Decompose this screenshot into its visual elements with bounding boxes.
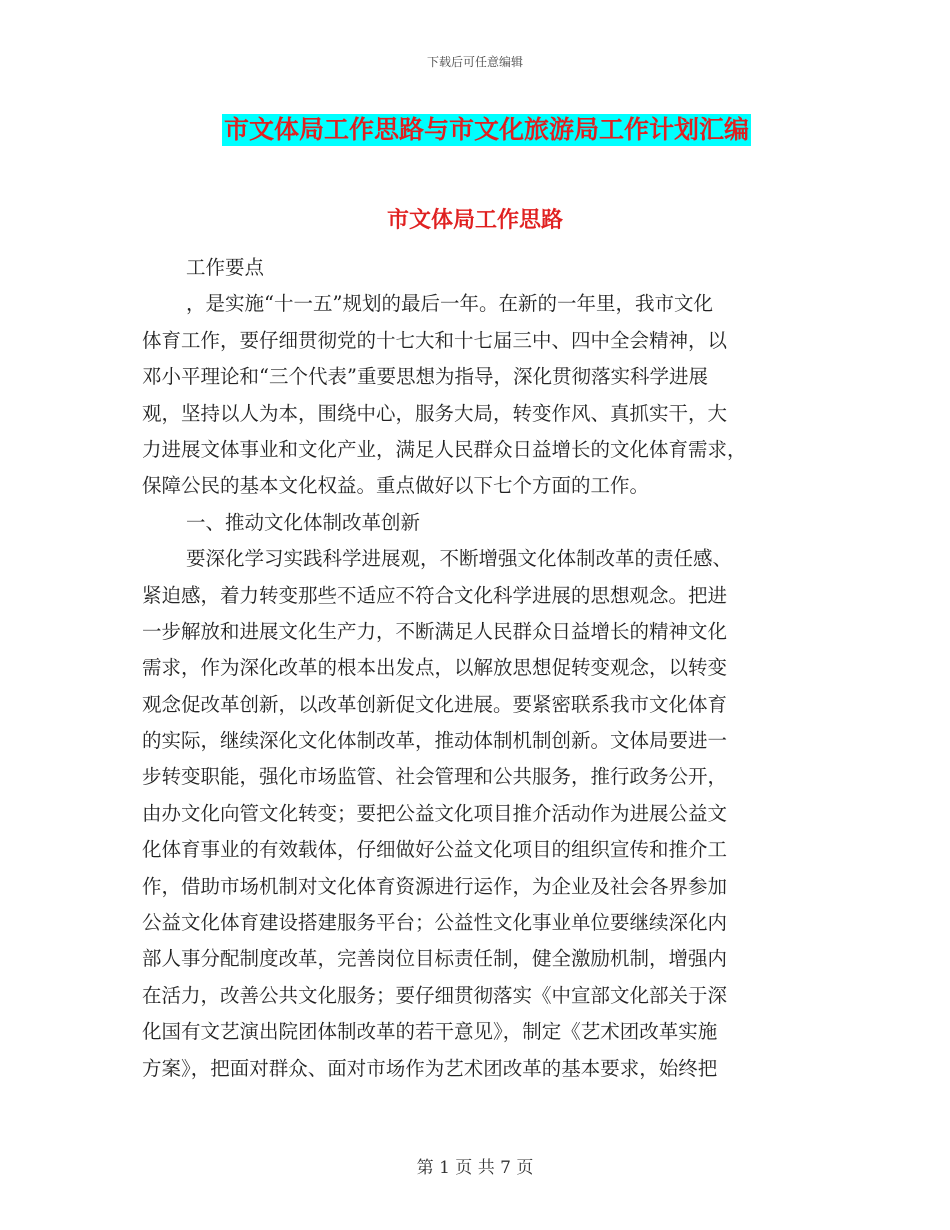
paragraph-line: 力进展文体事业和文化产业，满足人民群众日益增长的文化体育需求， xyxy=(142,437,747,461)
paragraph-line: 要深化学习实践科学进展观，不断增强文化体制改革的责任感、 xyxy=(186,547,733,571)
paragraph-line: 在活力，改善公共文化服务；要仔细贯彻落实《中宣部文化部关于深 xyxy=(142,983,728,1007)
paragraph-line: 紧迫感，着力转变那些不适应不符合文化科学进展的思想观念。把进 xyxy=(142,583,728,607)
paragraph-line: 一、推动文化体制改革创新 xyxy=(186,510,421,534)
paragraph-line: 作，借助市场机制对文化体育资源进行运作，为企业及社会各界参加 xyxy=(142,874,728,898)
paragraph-line: 观念促改革创新，以改革创新促文化进展。要紧密联系我市文化体育 xyxy=(142,692,728,716)
page-header-note: 下载后可任意编辑 xyxy=(426,55,523,69)
section-heading: 市文体局工作思路 xyxy=(386,207,563,233)
paragraph-line: 保障公民的基本文化权益。重点做好以下七个方面的工作。 xyxy=(142,474,650,498)
paragraph-line: 公益文化体育建设搭建服务平台；公益性文化事业单位要继续深化内 xyxy=(142,911,728,935)
paragraph-line: 观，坚持以人为本，围绕中心，服务大局，转变作风、真抓实干，大 xyxy=(142,401,728,425)
paragraph-line: 步转变职能，强化市场监管、社会管理和公共服务，推行政务公开， xyxy=(142,765,728,789)
paragraph-line: 需求，作为深化改革的根本出发点，以解放思想促转变观念，以转变 xyxy=(142,656,728,680)
paragraph-line: 一步解放和进展文化生产力，不断满足人民群众日益增长的精神文化 xyxy=(142,619,728,643)
paragraph-line: 邓小平理论和“三个代表”重要思想为指导，深化贯彻落实科学进展 xyxy=(142,365,708,389)
page-footer: 第 1 页 共 7 页 xyxy=(416,1158,534,1178)
body-text xyxy=(142,250,812,1087)
paragraph-line: 工作要点 xyxy=(186,256,265,279)
paragraph-line: 化体育事业的有效载体，仔细做好公益文化项目的组织宣传和推介工 xyxy=(142,838,728,862)
paragraph-line: ，是实施“十一五”规划的最后一年。在新的一年里，我市文化 xyxy=(186,292,713,316)
paragraph-line: 化国有文艺演出院团体制改革的若干意见》，制定《艺术团改革实施 xyxy=(142,1020,718,1044)
document-title: 市文体局工作思路与市文化旅游局工作计划汇编 xyxy=(224,115,750,144)
paragraph-line: 体育工作，要仔细贯彻党的十七大和十七届三中、四中全会精神，以 xyxy=(142,328,728,352)
paragraph-line: 的实际，继续深化文化体制改革，推动体制机制创新。文体局要进一 xyxy=(142,729,728,753)
paragraph-line: 由办文化向管文化转变；要把公益文化项目推介活动作为进展公益文 xyxy=(142,801,728,825)
paragraph-line: 方案》，把面对群众、面对市场作为艺术团改革的基本要求，始终把 xyxy=(142,1056,718,1080)
paragraph-line: 部人事分配制度改革，完善岗位目标责任制，健全激励机制，增强内 xyxy=(142,947,728,971)
